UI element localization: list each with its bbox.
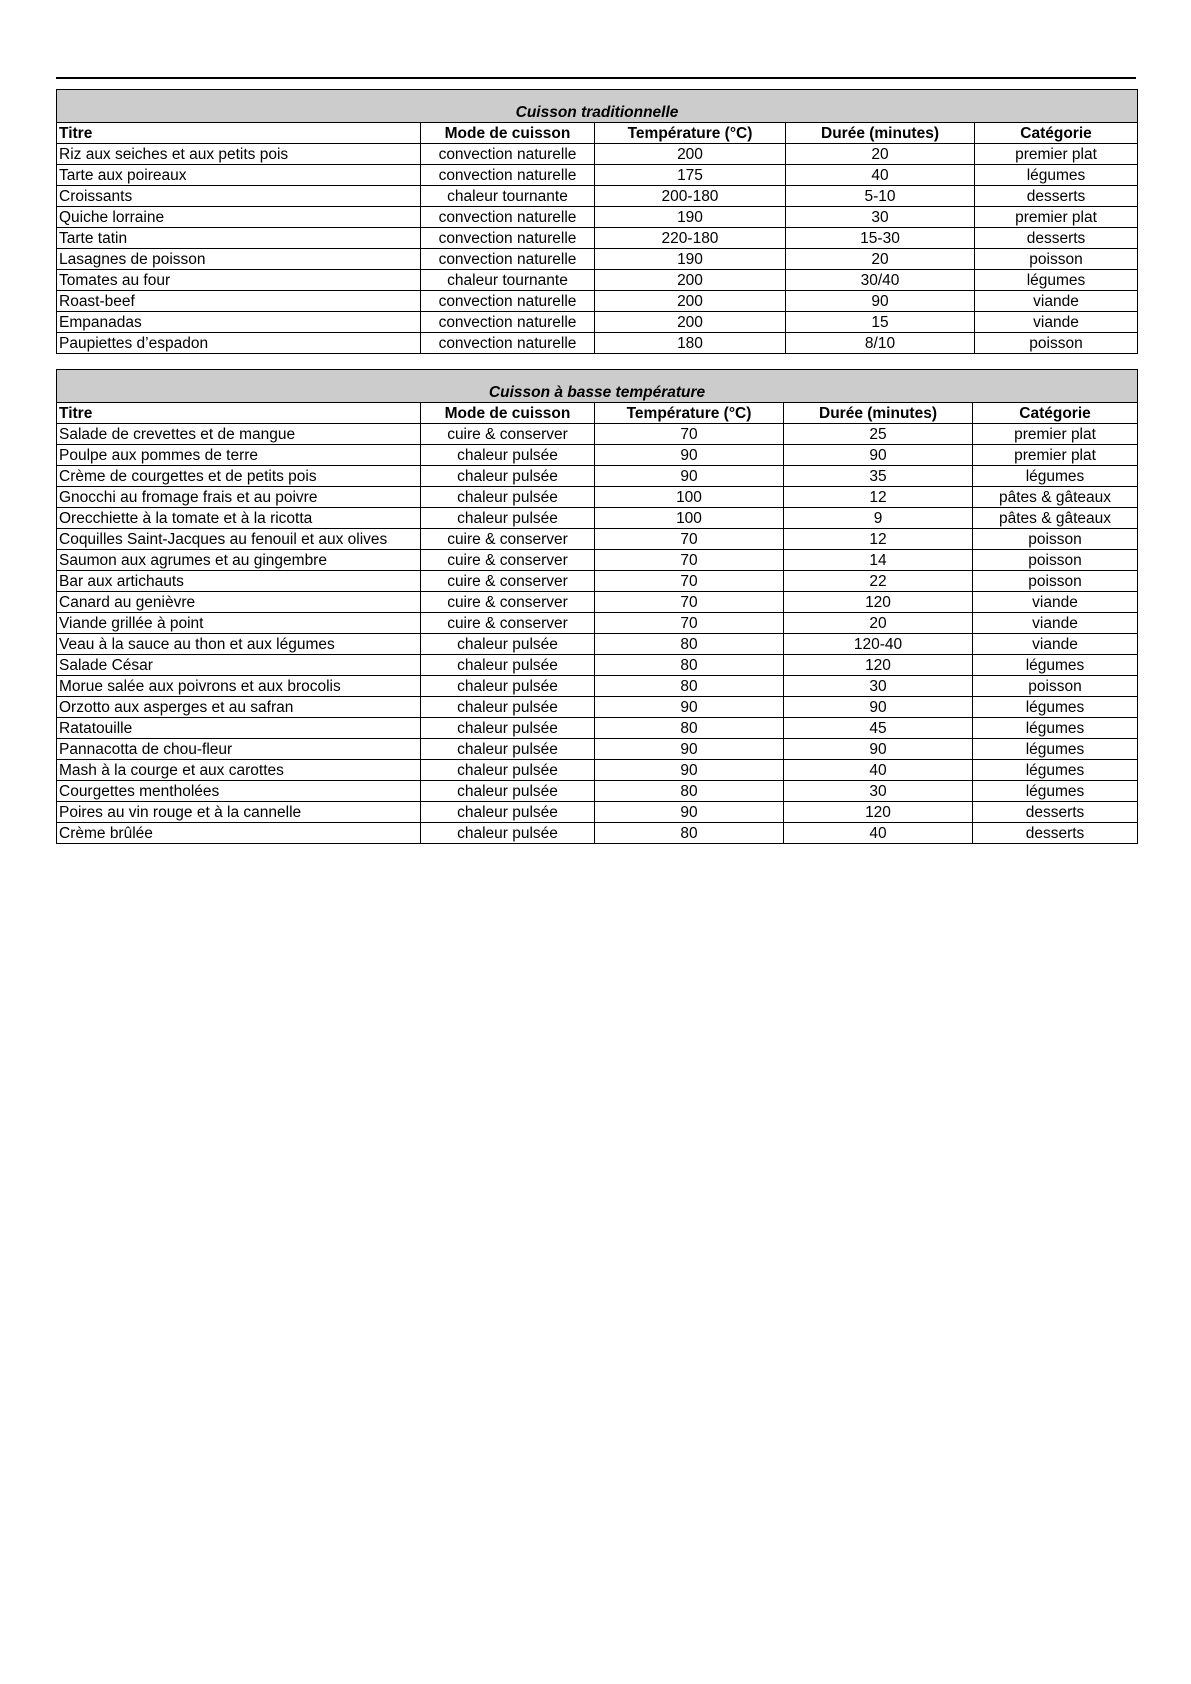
cell-temperature: 90 bbox=[595, 760, 784, 781]
cell-category: desserts bbox=[973, 823, 1138, 844]
cell-mode: cuire & conserver bbox=[421, 529, 595, 550]
cell-duration: 120 bbox=[784, 655, 973, 676]
cell-title: Crème brûlée bbox=[57, 823, 421, 844]
table-row bbox=[57, 508, 1138, 529]
cell-title: Veau à la sauce au thon et aux légumes bbox=[57, 634, 421, 655]
cell-mode: chaleur pulsée bbox=[421, 802, 595, 823]
cell-category: desserts bbox=[975, 186, 1138, 207]
table-row bbox=[57, 634, 1138, 655]
cell-mode: chaleur pulsée bbox=[421, 760, 595, 781]
cell-temperature: 90 bbox=[595, 802, 784, 823]
cell-category: poisson bbox=[975, 333, 1138, 354]
table-row bbox=[57, 550, 1138, 571]
cell-duration: 12 bbox=[784, 529, 973, 550]
cell-category: viande bbox=[973, 613, 1138, 634]
cell-mode: chaleur pulsée bbox=[421, 655, 595, 676]
cell-duration: 90 bbox=[784, 739, 973, 760]
table-row bbox=[57, 270, 1138, 291]
traditional-cooking-table bbox=[56, 89, 1138, 354]
cell-mode: chaleur tournante bbox=[421, 186, 595, 207]
cell-mode: cuire & conserver bbox=[421, 592, 595, 613]
cell-category: poisson bbox=[973, 550, 1138, 571]
cell-temperature: 200 bbox=[595, 312, 786, 333]
cell-temperature: 80 bbox=[595, 634, 784, 655]
cell-mode: chaleur pulsée bbox=[421, 697, 595, 718]
column-header-category: Catégorie bbox=[973, 403, 1138, 424]
cell-category: pâtes & gâteaux bbox=[973, 487, 1138, 508]
cell-temperature: 90 bbox=[595, 466, 784, 487]
cell-temperature: 70 bbox=[595, 550, 784, 571]
cell-title: Bar aux artichauts bbox=[57, 571, 421, 592]
cell-temperature: 200 bbox=[595, 144, 786, 165]
cell-title: Paupiettes d’espadon bbox=[57, 333, 421, 354]
cell-temperature: 70 bbox=[595, 529, 784, 550]
cell-duration: 120 bbox=[784, 802, 973, 823]
cell-duration: 9 bbox=[784, 508, 973, 529]
cell-category: viande bbox=[975, 312, 1138, 333]
cell-mode: chaleur pulsée bbox=[421, 718, 595, 739]
cell-title: Morue salée aux poivrons et aux brocolis bbox=[57, 676, 421, 697]
column-header-temperature: Température (°C) bbox=[595, 403, 784, 424]
cell-duration: 30 bbox=[784, 781, 973, 802]
table-row bbox=[57, 144, 1138, 165]
cell-duration: 40 bbox=[784, 760, 973, 781]
cell-title: Crème de courgettes et de petits pois bbox=[57, 466, 421, 487]
cell-duration: 45 bbox=[784, 718, 973, 739]
cell-duration: 30/40 bbox=[786, 270, 975, 291]
table-caption-row bbox=[57, 90, 1138, 123]
cell-mode: chaleur pulsée bbox=[421, 634, 595, 655]
cell-category: légumes bbox=[973, 760, 1138, 781]
cell-title: Viande grillée à point bbox=[57, 613, 421, 634]
table-caption: Cuisson à basse température bbox=[57, 370, 1138, 403]
table-row bbox=[57, 487, 1138, 508]
cell-duration: 15-30 bbox=[786, 228, 975, 249]
cell-temperature: 200-180 bbox=[595, 186, 786, 207]
cell-mode: convection naturelle bbox=[421, 291, 595, 312]
cell-duration: 40 bbox=[784, 823, 973, 844]
cell-temperature: 100 bbox=[595, 508, 784, 529]
cell-category: légumes bbox=[973, 781, 1138, 802]
cell-mode: chaleur pulsée bbox=[421, 676, 595, 697]
cell-category: premier plat bbox=[973, 424, 1138, 445]
cell-mode: chaleur pulsée bbox=[421, 466, 595, 487]
cell-duration: 20 bbox=[784, 613, 973, 634]
cell-duration: 22 bbox=[784, 571, 973, 592]
table-row bbox=[57, 291, 1138, 312]
column-header-duration: Durée (minutes) bbox=[786, 123, 975, 144]
cell-temperature: 80 bbox=[595, 676, 784, 697]
table-caption: Cuisson traditionnelle bbox=[57, 90, 1138, 123]
column-header-mode: Mode de cuisson bbox=[421, 123, 595, 144]
cell-title: Tarte tatin bbox=[57, 228, 421, 249]
cell-duration: 20 bbox=[786, 144, 975, 165]
cell-category: légumes bbox=[973, 655, 1138, 676]
cell-temperature: 80 bbox=[595, 781, 784, 802]
cell-duration: 14 bbox=[784, 550, 973, 571]
cell-mode: chaleur pulsée bbox=[421, 823, 595, 844]
cell-temperature: 200 bbox=[595, 270, 786, 291]
table-row bbox=[57, 823, 1138, 844]
cell-category: légumes bbox=[973, 718, 1138, 739]
table-row bbox=[57, 228, 1138, 249]
cell-title: Lasagnes de poisson bbox=[57, 249, 421, 270]
cell-mode: chaleur pulsée bbox=[421, 445, 595, 466]
cell-category: légumes bbox=[975, 165, 1138, 186]
cell-category: poisson bbox=[973, 529, 1138, 550]
cell-duration: 90 bbox=[784, 445, 973, 466]
cell-temperature: 90 bbox=[595, 739, 784, 760]
cell-category: légumes bbox=[973, 466, 1138, 487]
cell-mode: convection naturelle bbox=[421, 165, 595, 186]
table-row bbox=[57, 249, 1138, 270]
cell-duration: 30 bbox=[786, 207, 975, 228]
table-row bbox=[57, 802, 1138, 823]
cell-duration: 5-10 bbox=[786, 186, 975, 207]
cell-title: Roast-beef bbox=[57, 291, 421, 312]
cell-title: Salade César bbox=[57, 655, 421, 676]
column-header-temperature: Température (°C) bbox=[595, 123, 786, 144]
cell-category: premier plat bbox=[975, 207, 1138, 228]
cell-category: premier plat bbox=[973, 445, 1138, 466]
cell-temperature: 70 bbox=[595, 592, 784, 613]
table-row bbox=[57, 312, 1138, 333]
cell-title: Poires au vin rouge et à la cannelle bbox=[57, 802, 421, 823]
cell-duration: 30 bbox=[784, 676, 973, 697]
cell-title: Tarte aux poireaux bbox=[57, 165, 421, 186]
cell-title: Ratatouille bbox=[57, 718, 421, 739]
column-header-row bbox=[57, 123, 1138, 144]
cell-duration: 25 bbox=[784, 424, 973, 445]
cell-category: desserts bbox=[973, 802, 1138, 823]
header-rule bbox=[56, 77, 1136, 79]
cell-mode: chaleur pulsée bbox=[421, 739, 595, 760]
column-header-mode: Mode de cuisson bbox=[421, 403, 595, 424]
cell-title: Orzotto aux asperges et au safran bbox=[57, 697, 421, 718]
table-row bbox=[57, 333, 1138, 354]
cell-category: viande bbox=[973, 634, 1138, 655]
table-row bbox=[57, 697, 1138, 718]
cell-mode: convection naturelle bbox=[421, 144, 595, 165]
table-row bbox=[57, 718, 1138, 739]
table-row bbox=[57, 445, 1138, 466]
table-row bbox=[57, 207, 1138, 228]
cell-category: légumes bbox=[973, 697, 1138, 718]
cell-mode: chaleur pulsée bbox=[421, 508, 595, 529]
cell-mode: convection naturelle bbox=[421, 207, 595, 228]
cell-mode: convection naturelle bbox=[421, 228, 595, 249]
cell-category: premier plat bbox=[975, 144, 1138, 165]
cell-mode: cuire & conserver bbox=[421, 424, 595, 445]
cell-temperature: 70 bbox=[595, 613, 784, 634]
cell-mode: chaleur tournante bbox=[421, 270, 595, 291]
cell-title: Salade de crevettes et de mangue bbox=[57, 424, 421, 445]
cell-duration: 90 bbox=[784, 697, 973, 718]
cell-title: Orecchiette à la tomate et à la ricotta bbox=[57, 508, 421, 529]
column-header-title: Titre bbox=[57, 123, 421, 144]
table-row bbox=[57, 592, 1138, 613]
cell-category: viande bbox=[973, 592, 1138, 613]
cell-category: desserts bbox=[975, 228, 1138, 249]
table-row bbox=[57, 186, 1138, 207]
cell-mode: cuire & conserver bbox=[421, 550, 595, 571]
cell-title: Quiche lorraine bbox=[57, 207, 421, 228]
cell-duration: 12 bbox=[784, 487, 973, 508]
cell-mode: convection naturelle bbox=[421, 312, 595, 333]
cell-duration: 90 bbox=[786, 291, 975, 312]
cell-title: Canard au genièvre bbox=[57, 592, 421, 613]
column-header-row bbox=[57, 403, 1138, 424]
cell-title: Croissants bbox=[57, 186, 421, 207]
cell-duration: 120 bbox=[784, 592, 973, 613]
cell-title: Courgettes mentholées bbox=[57, 781, 421, 802]
cell-temperature: 70 bbox=[595, 424, 784, 445]
table-row bbox=[57, 760, 1138, 781]
cell-temperature: 180 bbox=[595, 333, 786, 354]
cell-title: Riz aux seiches et aux petits pois bbox=[57, 144, 421, 165]
cell-title: Pannacotta de chou-fleur bbox=[57, 739, 421, 760]
cell-temperature: 90 bbox=[595, 697, 784, 718]
cell-duration: 20 bbox=[786, 249, 975, 270]
cell-title: Poulpe aux pommes de terre bbox=[57, 445, 421, 466]
cell-temperature: 100 bbox=[595, 487, 784, 508]
table-row bbox=[57, 466, 1138, 487]
cell-title: Coquilles Saint-Jacques au fenouil et aux olives bbox=[57, 529, 421, 550]
cell-temperature: 90 bbox=[595, 445, 784, 466]
table-row bbox=[57, 655, 1138, 676]
low-temperature-cooking-table bbox=[56, 369, 1138, 844]
table-row bbox=[57, 571, 1138, 592]
cell-category: légumes bbox=[973, 739, 1138, 760]
cell-duration: 40 bbox=[786, 165, 975, 186]
cell-temperature: 190 bbox=[595, 249, 786, 270]
table-caption-row bbox=[57, 370, 1138, 403]
cell-duration: 35 bbox=[784, 466, 973, 487]
cell-temperature: 80 bbox=[595, 718, 784, 739]
cell-category: poisson bbox=[973, 676, 1138, 697]
table-row bbox=[57, 781, 1138, 802]
cell-category: pâtes & gâteaux bbox=[973, 508, 1138, 529]
cell-temperature: 175 bbox=[595, 165, 786, 186]
table-row bbox=[57, 424, 1138, 445]
cell-mode: cuire & conserver bbox=[421, 613, 595, 634]
cell-category: poisson bbox=[973, 571, 1138, 592]
cell-duration: 15 bbox=[786, 312, 975, 333]
cell-mode: chaleur pulsée bbox=[421, 487, 595, 508]
cell-temperature: 70 bbox=[595, 571, 784, 592]
table-row bbox=[57, 613, 1138, 634]
cell-mode: chaleur pulsée bbox=[421, 781, 595, 802]
column-header-title: Titre bbox=[57, 403, 421, 424]
cell-temperature: 80 bbox=[595, 823, 784, 844]
cell-title: Tomates au four bbox=[57, 270, 421, 291]
cell-temperature: 220-180 bbox=[595, 228, 786, 249]
cell-title: Saumon aux agrumes et au gingembre bbox=[57, 550, 421, 571]
cell-mode: cuire & conserver bbox=[421, 571, 595, 592]
cell-temperature: 190 bbox=[595, 207, 786, 228]
cell-temperature: 200 bbox=[595, 291, 786, 312]
cell-category: viande bbox=[975, 291, 1138, 312]
cell-title: Empanadas bbox=[57, 312, 421, 333]
table-row bbox=[57, 165, 1138, 186]
column-header-duration: Durée (minutes) bbox=[784, 403, 973, 424]
cell-title: Gnocchi au fromage frais et au poivre bbox=[57, 487, 421, 508]
table-row bbox=[57, 676, 1138, 697]
table-row bbox=[57, 739, 1138, 760]
column-header-category: Catégorie bbox=[975, 123, 1138, 144]
cell-category: poisson bbox=[975, 249, 1138, 270]
cell-mode: convection naturelle bbox=[421, 249, 595, 270]
cell-title: Mash à la courge et aux carottes bbox=[57, 760, 421, 781]
cell-mode: convection naturelle bbox=[421, 333, 595, 354]
cell-duration: 8/10 bbox=[786, 333, 975, 354]
table-row bbox=[57, 529, 1138, 550]
cell-temperature: 80 bbox=[595, 655, 784, 676]
cell-category: légumes bbox=[975, 270, 1138, 291]
cell-duration: 120-40 bbox=[784, 634, 973, 655]
